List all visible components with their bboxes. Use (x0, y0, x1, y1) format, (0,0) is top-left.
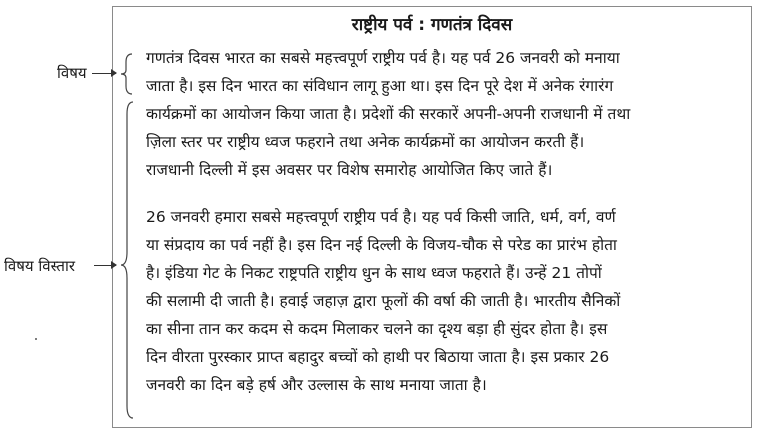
text-line: 26 जनवरी हमारा सबसे महत्त्वपूर्ण राष्ट्रीय पर्व है। यह पर्व किसी जाति, धर्म, वर्ग, वर्ण (146, 208, 616, 226)
subject-brace (118, 52, 138, 96)
subject-expansion-label: विषय विस्तार (4, 257, 75, 275)
text-line: है। इंडिया गेट के निकट राष्ट्रपति राष्ट्रीय धुन के साथ ध्वज फहराते हैं। उन्हें 21 तोपों (146, 264, 602, 282)
text-line: की सलामी दी जाती है। हवाई जहाज़ द्वारा फूलों की वर्षा की जाती है। भारतीय सैनिकों (146, 292, 621, 310)
text-line: का सीना तान कर कदम से कदम मिलाकर चलने का दृश्य बड़ा ही सुंदर होता है। इस (146, 320, 608, 338)
subject-expansion-arrow (94, 265, 116, 266)
subject-paragraph (146, 44, 746, 184)
expansion-paragraph (146, 203, 746, 399)
stray-dot (35, 338, 37, 340)
text-line: गणतंत्र दिवस भारत का सबसे महत्त्वपूर्ण राष्ट्रीय पर्व है। यह पर्व 26 जनवरी को मनाया (146, 49, 620, 67)
page-title: राष्ट्रीय पर्व : गणतंत्र दिवस (351, 15, 513, 35)
text-line: जाता है। इस दिन भारत का संविधान लागू हुआ था। इस दिन पूरे देश में अनेक रंगारंग (146, 77, 614, 95)
text-line: राजधानी दिल्ली में इस अवसर पर विशेष समारोह आयोजित किए जाते हैं। (146, 161, 553, 179)
text-line: दिन वीरता पुरस्कार प्राप्त बहादुर बच्चों को हाथी पर बिठाया जाता है। इस प्रकार 26 (146, 348, 610, 366)
text-line: कार्यक्रमों का आयोजन किया जाता है। प्रदेशों की सरकारें अपनी-अपनी राजधानी में तथा (146, 105, 631, 123)
text-line: ज़िला स्तर पर राष्ट्रीय ध्वज फहराने तथा अनेक कार्यक्रमों का आयोजन करती हैं। (146, 133, 585, 151)
text-line: या संप्रदाय का पर्व नहीं है। इस दिन नई दिल्ली के विजय-चौक से परेड का प्रारंभ होता (146, 236, 617, 254)
subject-expansion-brace (118, 100, 138, 420)
subject-label: विषय (57, 64, 87, 82)
text-line: जनवरी का दिन बड़े हर्ष और उल्लास के साथ मनाया जाता है। (146, 376, 487, 394)
subject-arrow (92, 73, 116, 74)
